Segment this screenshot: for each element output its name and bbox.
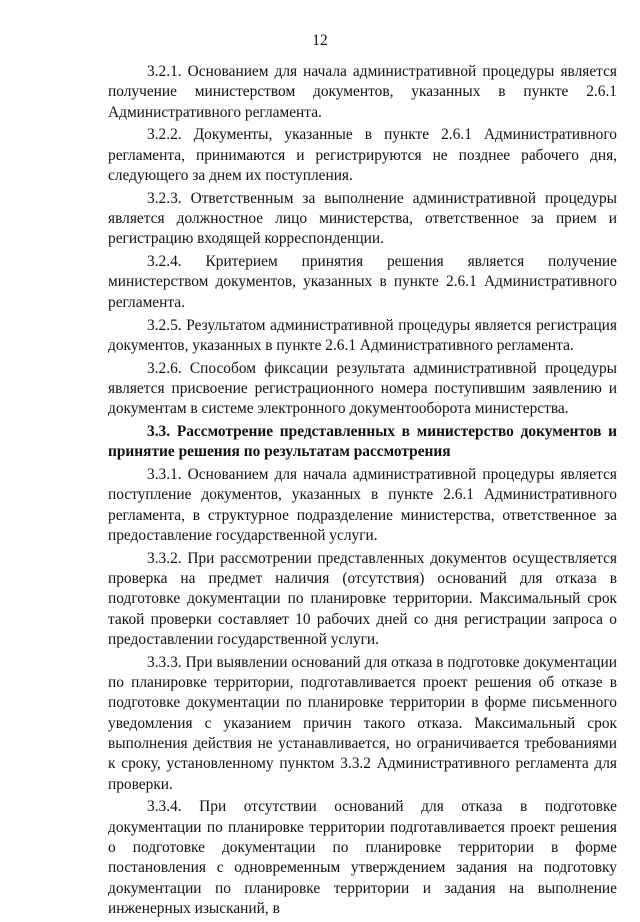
paragraph: 3.2.1. Основанием для начала административной процедуры является получение министерством документов, указанных в пункте 2.6.1 Административного регламента. [108,63,617,121]
page-number: 12 [312,32,328,49]
paragraph: 3.3.4. При отсутствии оснований для отказа в подготовке документации по планировке территории подготавливается проект решения о подготовке документации по планировке территории в форме постановления с одновременным утверждением задания на подготовку документации по планировке территории и задания на выполнение инженерных изысканий, в [108,798,617,917]
paragraph: 3.2.6. Способом фиксации результата административной процедуры является присвоение регистрационного номера поступившим заявлению и документам в системе электронного документооборота министерства. [108,359,617,418]
paragraph: 3.3.1. Основанием для начала административной процедуры является поступление документов, указанных в пункте 2.6.1 Административного регламента, в структурное подразделение министерства, ответственное за предоставление государственной услуги. [108,466,617,545]
paragraph: 3.2.5. Результатом административной процедуры является регистрация документов, указанных в пункте 2.6.1 Административного регламента. [108,316,617,354]
paragraph: 3.2.4. Критерием принятия решения является получение министерством документов, указанных в пункте 2.6.1 Административного регламента. [108,253,617,311]
paragraph: 3.2.3. Ответственным за выполнение административной процедуры является должностное лицо министерства, ответственное за прием и регистрацию входящей корреспонденции. [108,189,617,248]
paragraph: 3.3.2. При рассмотрении представленных документов осуществляется проверка на предмет наличия (отсутствия) оснований для отказа в подготовке документации по планировке территории. Максимальный срок такой проверки составляет 10 рабочих дней со дня регистрации запроса о предоставлении государственной услуги. [108,549,617,649]
paragraph: 3.3.3. При выявлении оснований для отказа в подготовке документации по планировке территории, подготавливается проект решения об отказе в подготовке документации по планировке территории в форме письменного уведомления с указанием причин такого отказа. Максимальный срок выполнения действия не устанавливается, но ограничивается требованиями к сроку, установленному пунктом 3.3.2 Административного регламента для проверки. [108,653,617,793]
paragraph: 3.2.2. Документы, указанные в пункте 2.6.1 Административного регламента, принимаются и регистрируются не позднее рабочего дня, следующего за днем их поступления. [108,126,617,184]
section-heading: 3.3. Рассмотрение представленных в министерство документов и принятие решения по результатам рассмотрения [108,423,617,461]
document-body [108,62,617,922]
